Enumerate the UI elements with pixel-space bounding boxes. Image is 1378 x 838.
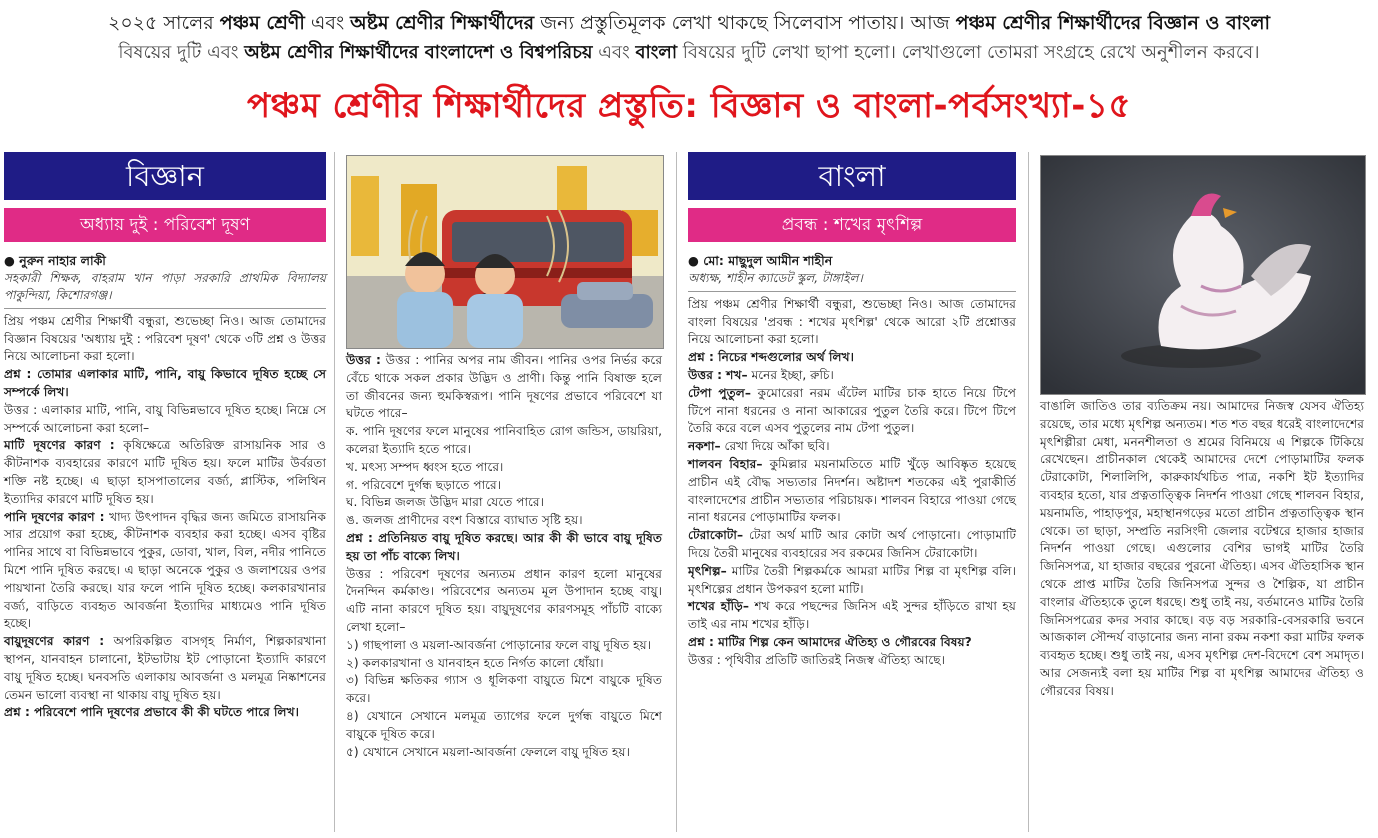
science-question-3: প্রশ্ন : প্রতিনিয়ত বায়ু দূষিত করছে। আর কী কী ভাবে বায়ু দূষিত হয় তা পাঁচ বাক্যে লিখ। bbox=[346, 530, 662, 563]
bangla-question-1: প্রশ্ন : নিচের শব্দগুলোর অর্থ লিখ। bbox=[688, 350, 854, 365]
bangla-title: বাংলা bbox=[688, 152, 1016, 200]
science-bullet: ৪) যেখানে সেখানে মলমূত্র ত্যাগের ফলে দুর্গন্ধ বায়ুতে মিশে বায়ুকে দূষিত করে। bbox=[346, 708, 662, 741]
science-soil-paragraph: মাটি দূষণের কারণ : কৃষিক্ষেত্রে অতিরিক্ত রাসায়নিক সার ও কীটনাশক ব্যবহারের কারণে মাটি দূষিত হয়। ফলে মাটির উর্বরতা শক্তি নষ্ট হচ্ছে। এ ছাড়া হাসপাতালের বর্জ্য, প্লাস্টিক, পলিথিন ইত্যাদির কারণে মাটি দূষিত হয়। bbox=[4, 438, 326, 506]
science-column bbox=[4, 152, 326, 722]
column-divider bbox=[676, 152, 677, 832]
science-list-item: খ. মৎস্য সম্পদ ধ্বংস হতে পারে। bbox=[346, 459, 504, 474]
science-author-role: সহকারী শিক্ষক, বাহরাম খান পাড়া সরকারি প্রাথমিক বিদ্যালয় পাকুন্দিয়া, কিশোরগঞ্জ। bbox=[4, 270, 326, 309]
clay-rooster-photo bbox=[1040, 155, 1366, 395]
science-answer-2: উত্তর : উত্তর : পানির অপর নাম জীবন। পানির ওপর নির্ভর করে বেঁচে থাকে সকল প্রকার উদ্ভিদ ও প্রাণী। কিন্তু পানি বিষাক্ত হলে তা জীবনের জন্য হুমকিস্বরূপ। পানি দূষণের প্রভাবে পরিবেশে যা ঘটতে পারে– bbox=[346, 353, 663, 421]
science-greeting: প্রিয় পঞ্চম শ্রেণীর শিক্ষার্থী বন্ধুরা, শুভেচ্ছা নিও। আজ তোমাদের বিজ্ঞান বিষয়ের 'অধ্যায় দুই : পরিবেশ দূষণ' থেকে ৩টি প্রশ্ন ও উত্তর নিয়ে আলোচনা করা হলো। bbox=[4, 313, 326, 364]
science-bullet: ৩) বিভিন্ন ক্ষতিকর গ্যাস ও ধূলিকণা বায়ুতে মিশে বায়ুকে দূষিত করে। bbox=[346, 673, 662, 706]
science-air-paragraph: বায়ুদূষণের কারণ : অপরিকল্পিত বাসগৃহ নির্মাণ, শিল্পকারখানা স্থাপন, যানবাহন চালানো, ইটভাটায় ইট পোড়ানো ইত্যাদি কারণে বায়ু দূষিত হচ্ছে। ঘনবসতি এলাকায় আবর্জনা ও মলমূত্র নিষ্কাশনের তেমন ভালো ব্যবস্থা না থাকায় বায়ু দূষিত হয়। bbox=[4, 634, 326, 702]
column-divider bbox=[1028, 152, 1029, 832]
science-answer-3: উত্তর : পরিবেশ দূষণের অন্যতম প্রধান কারণ হলো মানুষের দৈনন্দিন কর্মকাণ্ড। পরিবেশের অন্যতম মূল উপাদান হচ্ছে বায়ু। এটি নানা কারণে দূষিত হয়। বায়ুদূষণের কারণসমূহ পাঁচটি বাক্যে লেখা হলো– bbox=[346, 566, 662, 634]
bangla-answer-2: উত্তর : পৃথিবীর প্রতিটি জাতিরই নিজস্ব ঐতিহ্য আছে। bbox=[688, 652, 946, 667]
science-bullet: ২) কলকারখানা ও যানবাহন হতে নির্গত কালো ধোঁয়া। bbox=[346, 655, 604, 670]
rooster-figure bbox=[1041, 156, 1365, 394]
bangla-word-meaning: উত্তর : শখ– মনের ইচ্ছা, রুচি। bbox=[688, 367, 834, 382]
bangla-word-meaning: টেরাকোটা– টেরা অর্থ মাটি আর কোটা অর্থ পোড়ানো। পোড়ামাটি দিয়ে তৈরী মানুষের ব্যবহারের সব রকমের জিনিস টেরাকোটা। bbox=[688, 528, 1016, 560]
science-answer-1: উত্তর : এলাকার মাটি, পানি, বায়ু বিভিন্নভাবে দূষিত হচ্ছে। নিম্নে সে সম্পর্কে আলোচনা করা হলো– bbox=[4, 402, 326, 435]
science-author: ● নুরুন নাহার লাকী bbox=[4, 253, 106, 268]
science-list-item: ঙ. জলজ প্রাণীদের বংশ বিস্তারে ব্যাঘাত সৃষ্টি হয়। bbox=[346, 513, 583, 528]
science-list-item: ক. পানি দূষণের ফলে মানুষের পানিবাহিত রোগ জন্ডিস, ডায়রিয়া, কলেরা ইত্যাদি হতে পারে। bbox=[346, 424, 662, 456]
science-continued-column bbox=[346, 352, 662, 761]
bangla-question-2: প্রশ্ন : মাটির শিল্প কেন আমাদের ঐতিহ্য ও গৌরবের বিষয়? bbox=[688, 634, 972, 649]
page-headline: পঞ্চম শ্রেণীর শিক্ষার্থীদের প্রস্তুতি: বিজ্ঞান ও বাংলা-পর্বসংখ্যা-১৫ bbox=[246, 86, 1132, 126]
science-question-2: প্রশ্ন : পরিবেশে পানি দূষণের প্রভাবে কী কী ঘটতে পারে লিখ। bbox=[4, 705, 299, 720]
science-water-paragraph: পানি দূষণের কারণ : খাদ্য উৎপাদন বৃদ্ধির জন্য জমিতে রাসায়নিক সার প্রয়োগ করা হচ্ছে, কীটনাশক ব্যবহার করা হচ্ছে। এসব বৃষ্টির পানির সাথে বা বিভিন্নভাবে পুকুর, ডোবা, খাল, বিল, নদীর পানিতে মিশে পানি দূষিত করছে। এ ছাড়া অনেকে পুকুর ও জলাশয়ের ওপর পায়খানা তৈরি করছে। যার ফলে পানি দূষিত হচ্ছে। কলকারখানার বর্জ্য, বাড়িতে ব্যবহৃত আবর্জনা ইত্যাদির মাধ্যমেও পানি দূষিত হচ্ছে। bbox=[4, 509, 327, 631]
bangla-chapter: প্রবন্ধ : শখের মৃৎশিল্প bbox=[688, 208, 1016, 242]
bangla-word-meaning: শখের হাঁড়ি– শখ করে পছন্দের জিনিস এই সুন্দর হাঁড়িতে রাখা হয় তাই এর নাম শখের হাঁড়ি। bbox=[688, 599, 1016, 632]
pollution-illustration bbox=[346, 155, 664, 349]
bangla-column bbox=[688, 152, 1016, 670]
bangla-author: ● মো: মাছুদুল আমীন শাহীন bbox=[688, 253, 833, 268]
bangla-word-meaning: মৃৎশিল্প– মাটির তৈরী শিল্পকর্মকে আমরা মাটির শিল্প বা মৃৎশিল্প বলি। মৃৎশিল্পের প্রধান উপকরণ হলো মাটি। bbox=[688, 563, 1016, 596]
bangla-essay-paragraph: বাঙালি জাতিও তার ব্যতিক্রম নয়। আমাদের নিজস্ব যেসব ঐতিহ্য রয়েছে, তার মধ্যে মৃৎশিল্প অন্যতম। শত শত বছর ধরেই বাংলাদেশের মৃৎশিল্পীরা মেধা, মননশীলতা ও শ্রমের বিনিময়ে এ শিল্পকে টিকিয়ে রেখেছেন। প্রাচীনকাল থেকেই আমাদের দেশে পোড়ামাটির ফলক টেরাকোটা, শিলালিপি, কারুকার্যখচিত পাত্র, নকশি ইট ইত্যাদির ব্যবহার হতো, যার প্রত্নতাত্ত্বিক নিদর্শন পাওয়া গেছে শালবন বিহার, ময়নামতি, পাহাড়পুর, মহাস্থানগড়ের মতো প্রাচীন প্রত্নতাত্ত্বিক স্থান থেকে। তা ছাড়া, সম্প্রতি নরসিংদী জেলার বটেশ্বরে হাজার হাজার নিদর্শন পাওয়া গেছে। এগুলোর বেশির ভাগই মাটির তৈরি জিনিসপত্র, যা হাজার বছরের পুরনো ঐতিহ্য। এসব ঐতিহাসিক স্থান থেকে প্রাপ্ত মাটির তৈরি জিনিসপত্র সুন্দর ও শৈল্পিক, যা প্রাচীন বাংলার ঐতিহ্যকে তুলে ধরছে। শুধু তাই নয়, বর্তমানেও মাটির তৈরি জিনিসপত্রের কদর সবার কাছে। বড় বড় সরকারি-বেসরকারি ভবনে আজকাল সৌন্দর্য বাড়ানোর জন্য নানা রকম নকশা করা মাটির ফলক ব্যবহৃত হচ্ছে। শুধু তাই নয়, এসব মৃৎশিল্প দেশ-বিদেশে বেশ সমাদৃত। আর সেজন্যই বলা হয় মাটির শিল্প বা মৃৎশিল্প আমাদের ঐতিহ্য ও গৌরবের বিষয়। bbox=[1040, 399, 1364, 698]
bangla-continued-column bbox=[1040, 398, 1364, 701]
bangla-word-meaning: নকশা– রেখা দিয়ে আঁকা ছবি। bbox=[688, 439, 830, 454]
bus-children-illustration bbox=[347, 156, 663, 348]
science-bullet: ৫) যেখানে সেখানে ময়লা-আবর্জনা ফেললে বায়ু দূষিত হয়। bbox=[346, 744, 630, 759]
column-divider bbox=[334, 152, 335, 832]
science-bullet: ১) গাছপালা ও ময়লা-আবর্জনা পোড়ানোর ফলে বায়ু দূষিত হয়। bbox=[346, 637, 652, 652]
science-chapter: অধ্যায় দুই : পরিবেশ দূষণ bbox=[4, 208, 326, 242]
science-question-1: প্রশ্ন : তোমার এলাকার মাটি, পানি, বায়ু কিভাবে দূষিত হচ্ছে সে সম্পর্কে লিখ। bbox=[4, 367, 326, 399]
intro-text bbox=[0, 8, 1378, 68]
bangla-word-meaning: শালবন বিহার– কুমিল্লার ময়নামতিতে মাটি খুঁড়ে আবিষ্কৃত হয়েছে প্রাচীন এই বৌদ্ধ সভ্যতার নিদর্শন। অষ্টাদশ শতকের এই পুরাকীর্তি বাংলাদেশের প্রাচীন সভ্যতার পরিচায়ক। শালবন বিহারে পাওয়া গেছে নানা ধরনের পোড়ামাটির ফলক। bbox=[688, 456, 1016, 525]
intro-line-2: বিষয়ের দুটি এবং অষ্টম শ্রেণীর শিক্ষার্থীদের বাংলাদেশ ও বিশ্বপরিচয় এবং বাংলা বিষয়ের দুটি লেখা ছাপা হলো। লেখাগুলো তোমরা সংগ্রহে রেখে অনুশীলন করবে। bbox=[118, 42, 1260, 63]
bangla-author-role: অধ্যক্ষ, শাহীন ক্যাডেট স্কুল, টাঙ্গাইল। bbox=[688, 270, 1016, 292]
intro-line-1: ২০২৫ সালের পঞ্চম শ্রেণী এবং অষ্টম শ্রেণীর শিক্ষার্থীদের জন্য প্রস্তুতিমূলক লেখা থাকছে সিলেবাস পাতায়। আজ পঞ্চম শ্রেণীর শিক্ষার্থীদের বিজ্ঞান ও বাংলা bbox=[107, 12, 1271, 34]
science-list-item: গ. পরিবেশে দুর্গন্ধ ছড়াতে পারে। bbox=[346, 477, 502, 492]
bangla-word-meaning: টেপা পুতুল– কুমোরেরা নরম এঁটেল মাটির চাক হাতে নিয়ে টিপে টিপে নানা ধরনের ও নানা আকারের পুতুল তৈরি করে। টিপে টিপে তৈরি করে বলে এসব পুতুলের নাম টেপা পুতুল। bbox=[688, 385, 1017, 436]
science-title: বিজ্ঞান bbox=[4, 152, 326, 200]
science-list-item: ঘ. বিভিন্ন জলজ উদ্ভিদ মারা যেতে পারে। bbox=[346, 495, 544, 510]
bangla-greeting: প্রিয় পঞ্চম শ্রেণীর শিক্ষার্থী বন্ধুরা, শুভেচ্ছা নিও। আজ তোমাদের বাংলা বিষয়ের 'প্রবন্ধ : শখের মৃৎশিল্প' থেকে আরো ২টি প্রশ্নোত্তর নিয়ে আলোচনা করা হলো। bbox=[688, 296, 1016, 347]
